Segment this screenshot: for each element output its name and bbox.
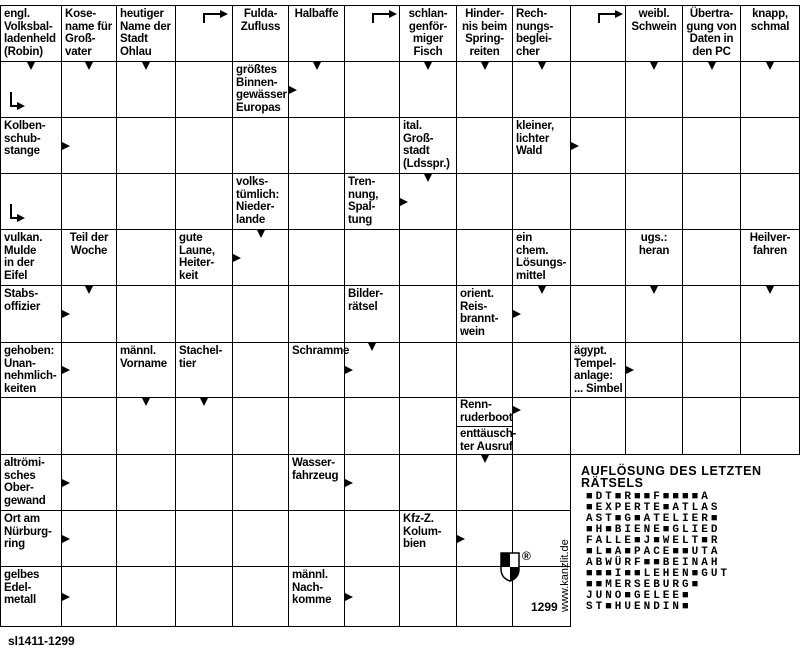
clue-text: Teil der Woche <box>69 232 109 257</box>
arrow-right-icon <box>62 535 70 543</box>
clue-text: Wasser- fahrzeug <box>292 457 339 482</box>
clue-cell <box>683 5 741 62</box>
clue-cell <box>233 5 289 62</box>
clue-text: Hinder- nis beim Spring- reiten <box>461 8 508 58</box>
answer-cell[interactable] <box>117 174 176 230</box>
answer-cell[interactable] <box>400 174 457 230</box>
website-url: www.kanzlit.de <box>559 539 571 612</box>
answer-cell[interactable] <box>233 343 289 398</box>
clue-cell <box>233 174 289 230</box>
answer-cell[interactable] <box>400 567 457 627</box>
solution-row: ■EXPERTE■ATLAS <box>586 502 721 514</box>
clue-cell <box>62 5 117 62</box>
clue-text: volks- tümlich: Nieder- lande <box>236 176 280 226</box>
answer-cell[interactable] <box>289 174 345 230</box>
clue-cell <box>457 286 513 343</box>
arrow-right-icon <box>62 310 70 318</box>
answer-cell[interactable] <box>683 230 741 286</box>
arrow-down-icon <box>538 286 546 294</box>
arrow-right-icon <box>345 366 353 374</box>
answer-cell[interactable] <box>62 455 117 511</box>
answer-cell[interactable] <box>0 398 62 455</box>
clue-text: ugs.: heran <box>638 232 670 257</box>
answer-cell[interactable] <box>457 455 513 511</box>
answer-cell[interactable] <box>513 174 571 230</box>
arrow-down-icon <box>650 62 658 70</box>
answer-cell[interactable] <box>176 62 233 118</box>
registered-mark: ® <box>522 549 531 563</box>
clue-text: Kolben- schub- stange <box>4 120 46 157</box>
clue-cell <box>117 5 176 62</box>
clue-text: gute Laune, Heiter- keit <box>179 232 215 282</box>
solution-row: AST■G■ATELIER■ <box>586 513 721 525</box>
solution-row: ■■■I■■LEHEN■GUT <box>586 568 731 580</box>
clue-cell <box>289 567 345 627</box>
clue-cell <box>117 343 176 398</box>
clue-text: Rech- nungs- beglei- cher <box>516 8 554 58</box>
clue-cell <box>0 118 62 174</box>
answer-cell[interactable] <box>233 230 289 286</box>
arrow-right-icon <box>233 254 241 262</box>
clue-cell <box>741 5 800 62</box>
clue-cell <box>345 174 400 230</box>
arrow-right-icon <box>400 198 408 206</box>
clue-text: Schramme <box>292 345 350 357</box>
answer-cell[interactable] <box>571 286 626 343</box>
answer-cell[interactable] <box>626 343 683 398</box>
arrow-down-icon <box>708 62 716 70</box>
arrow-down-icon <box>766 62 774 70</box>
answer-cell[interactable] <box>626 118 683 174</box>
publisher-logo-icon <box>500 552 520 587</box>
clue-text: orient. Reis- brannt- wein <box>460 288 499 338</box>
arrow-down-icon <box>538 62 546 70</box>
arrow-right-icon <box>345 479 353 487</box>
clue-text: Stabs- offizier <box>4 288 41 313</box>
clue-text: knapp, schmal <box>750 8 790 33</box>
answer-cell[interactable] <box>571 230 626 286</box>
answer-cell[interactable] <box>62 398 117 455</box>
clue-text: größtes Binnen- gewässer Europas <box>236 64 287 114</box>
clue-text: Kose- name für Groß- vater <box>65 8 112 58</box>
answer-cell[interactable] <box>513 62 571 118</box>
answer-cell[interactable] <box>741 398 800 455</box>
clue-cell <box>0 511 62 567</box>
answer-cell[interactable] <box>741 343 800 398</box>
clue-cell <box>0 455 62 511</box>
arrow-down-icon <box>85 62 93 70</box>
arrow-down-icon <box>766 286 774 294</box>
answer-cell[interactable] <box>176 567 233 627</box>
answer-cell[interactable] <box>117 118 176 174</box>
clue-cell <box>571 5 626 62</box>
clue-cell <box>626 230 683 286</box>
answer-cell[interactable] <box>117 511 176 567</box>
answer-cell[interactable] <box>233 286 289 343</box>
answer-cell[interactable] <box>400 455 457 511</box>
clue-text: ägypt. Tempel- anlage: ... Simbel <box>574 345 623 395</box>
clue-text: Heilver- fahren <box>749 232 791 257</box>
clue-cell <box>571 343 626 398</box>
answer-cell[interactable] <box>233 118 289 174</box>
solution-panel <box>571 459 800 627</box>
clue-cell <box>400 5 457 62</box>
answer-cell[interactable] <box>457 62 513 118</box>
answer-cell[interactable] <box>62 174 117 230</box>
answer-cell[interactable] <box>400 398 457 455</box>
answer-cell[interactable] <box>176 455 233 511</box>
clue-cell <box>400 118 457 174</box>
clue-text: Stachel- tier <box>179 345 223 370</box>
clue-cell <box>0 5 62 62</box>
clue-cell <box>0 230 62 286</box>
answer-cell[interactable] <box>62 118 117 174</box>
clue-text: vulkan. Mulde in der Eifel <box>4 232 43 282</box>
arrow-right-icon <box>513 406 521 414</box>
clue-cell <box>513 118 571 174</box>
clue-cell <box>626 5 683 62</box>
answer-cell[interactable] <box>513 455 571 511</box>
clue-text: Übertra- gung von Daten in den PC <box>686 8 737 58</box>
arrow-right-icon <box>571 142 579 150</box>
clue-cell <box>513 230 571 286</box>
answer-cell[interactable] <box>289 286 345 343</box>
answer-cell[interactable] <box>571 398 626 455</box>
answer-cell[interactable] <box>400 230 457 286</box>
arrow-down-icon <box>257 230 265 238</box>
clue-text: ein chem. Lösungs- mittel <box>516 232 567 282</box>
clue-text: kleiner, lichter Wald <box>516 120 555 157</box>
clue-text: weibl. Schwein <box>631 8 677 33</box>
arrow-right-icon <box>457 535 465 543</box>
arrow-right-icon <box>62 366 70 374</box>
arrow-right-icon <box>62 593 70 601</box>
clue-text: Fulda- Zufluss <box>240 8 281 33</box>
solution-row: ABWÜRF■■BEINAH <box>586 557 721 569</box>
arrow-right-icon <box>289 86 297 94</box>
issue-number: 1299 <box>531 600 558 614</box>
answer-cell[interactable] <box>683 286 741 343</box>
answer-cell[interactable] <box>62 62 117 118</box>
answer-cell[interactable] <box>117 230 176 286</box>
solution-row: ■L■A■PACE■■UTA <box>586 546 721 558</box>
arrow-down-icon <box>424 62 432 70</box>
answer-cell[interactable] <box>513 286 571 343</box>
answer-cell[interactable] <box>345 230 400 286</box>
clue-cell <box>176 5 233 62</box>
answer-cell[interactable] <box>683 398 741 455</box>
answer-cell[interactable] <box>513 398 571 455</box>
answer-cell[interactable] <box>0 62 62 118</box>
answer-cell[interactable] <box>571 174 626 230</box>
answer-cell[interactable] <box>289 511 345 567</box>
answer-cell[interactable] <box>571 118 626 174</box>
arrow-down-icon <box>142 62 150 70</box>
answer-cell[interactable] <box>741 118 800 174</box>
answer-cell[interactable] <box>741 174 800 230</box>
clue-cell <box>400 511 457 567</box>
clue-text-secondary: enttäusch- ter Ausruf <box>460 428 517 453</box>
answer-cell[interactable] <box>683 62 741 118</box>
answer-cell[interactable] <box>233 567 289 627</box>
answer-cell[interactable] <box>345 118 400 174</box>
answer-cell[interactable] <box>62 343 117 398</box>
answer-cell[interactable] <box>457 230 513 286</box>
clue-cell <box>741 230 800 286</box>
answer-cell[interactable] <box>400 286 457 343</box>
answer-cell[interactable] <box>62 511 117 567</box>
solution-row: ST■HUENDIN■ <box>586 601 692 613</box>
clue-text: Bilder- rätsel <box>348 288 384 313</box>
solution-row: ■H■BIENE■GLIED <box>586 524 721 536</box>
solution-row: ■■MERSEBURG■ <box>586 579 702 591</box>
answer-cell[interactable] <box>233 398 289 455</box>
answer-cell[interactable] <box>289 230 345 286</box>
answer-cell[interactable] <box>289 62 345 118</box>
clue-text: männl. Nach- komme <box>292 569 332 606</box>
clue-text: Ort am Nürburg- ring <box>4 513 52 550</box>
answer-cell[interactable] <box>626 286 683 343</box>
clue-text: gelbes Edel- metall <box>4 569 40 606</box>
arrow-right-icon <box>345 593 353 601</box>
answer-cell[interactable] <box>457 343 513 398</box>
clue-text: schlan- genför- miger Fisch <box>408 8 448 58</box>
clue-cell <box>176 230 233 286</box>
answer-cell[interactable] <box>345 511 400 567</box>
arrow-right-icon <box>62 142 70 150</box>
clue-cell <box>0 343 62 398</box>
clue-cell <box>62 230 117 286</box>
clue-cell <box>289 455 345 511</box>
answer-cell[interactable] <box>457 118 513 174</box>
clue-cell <box>176 343 233 398</box>
clue-text: Kfz-Z. Kolum- bien <box>403 513 442 550</box>
solution-title: AUFLÖSUNG DES LETZTEN RÄTSELS <box>581 464 762 490</box>
answer-cell[interactable] <box>117 567 176 627</box>
solution-row: ■DT■R■■F■■■■A <box>586 491 711 503</box>
answer-cell[interactable] <box>626 398 683 455</box>
answer-cell[interactable] <box>626 62 683 118</box>
answer-cell[interactable] <box>289 398 345 455</box>
answer-cell[interactable] <box>176 118 233 174</box>
answer-cell[interactable] <box>117 398 176 455</box>
answer-cell[interactable] <box>345 343 400 398</box>
answer-cell[interactable] <box>400 62 457 118</box>
answer-cell[interactable] <box>513 343 571 398</box>
arrow-down-icon <box>368 343 376 351</box>
solution-row: FALLE■J■WELT■R <box>586 535 721 547</box>
answer-cell[interactable] <box>176 511 233 567</box>
arrow-right-icon <box>62 479 70 487</box>
answer-cell[interactable] <box>233 511 289 567</box>
clue-cell <box>345 5 400 62</box>
answer-cell[interactable] <box>0 174 62 230</box>
answer-cell[interactable] <box>400 343 457 398</box>
answer-cell[interactable] <box>741 286 800 343</box>
clue-text: Renn- ruderboot <box>460 399 513 424</box>
clue-cell <box>289 5 345 62</box>
footer-code: sl1411-1299 <box>8 634 75 648</box>
answer-cell[interactable] <box>176 398 233 455</box>
clue-cell <box>457 398 517 455</box>
answer-cell[interactable] <box>683 118 741 174</box>
clue-text: Tren- nung, Spal- tung <box>348 176 379 226</box>
arrow-down-icon <box>481 455 489 463</box>
answer-cell[interactable] <box>117 286 176 343</box>
answer-cell[interactable] <box>117 455 176 511</box>
arrow-down-icon <box>650 286 658 294</box>
answer-cell[interactable] <box>289 118 345 174</box>
answer-cell[interactable] <box>626 174 683 230</box>
clue-text: Halbaffe <box>294 8 339 20</box>
clue-cell <box>457 5 513 62</box>
solution-row: JUNO■GELEE■ <box>586 590 692 602</box>
arrow-right-icon <box>513 310 521 318</box>
clue-cell <box>0 567 62 627</box>
answer-cell[interactable] <box>117 62 176 118</box>
answer-cell[interactable] <box>176 174 233 230</box>
answer-cell[interactable] <box>345 567 400 627</box>
answer-cell[interactable] <box>345 455 400 511</box>
answer-cell[interactable] <box>345 62 400 118</box>
answer-cell[interactable] <box>233 455 289 511</box>
clue-text: heutiger Name der Stadt Ohlau <box>120 8 171 58</box>
clue-cell <box>345 286 400 343</box>
answer-cell[interactable] <box>683 343 741 398</box>
answer-cell[interactable] <box>176 286 233 343</box>
arrow-down-icon <box>200 398 208 406</box>
arrow-down-icon <box>142 398 150 406</box>
answer-cell[interactable] <box>62 286 117 343</box>
clue-text: männl. Vorname <box>120 345 167 370</box>
clue-text: gehoben: Unan- nehmlich- keiten <box>4 345 57 395</box>
clue-cell <box>0 286 62 343</box>
arrow-down-icon <box>85 286 93 294</box>
clue-cell <box>289 343 350 398</box>
arrow-down-icon <box>27 62 35 70</box>
clue-cell <box>233 62 289 118</box>
arrow-right-icon <box>626 366 634 374</box>
clue-text: engl. Volksbal- ladenheld (Robin) <box>4 8 56 58</box>
answer-cell[interactable] <box>457 174 513 230</box>
answer-cell[interactable] <box>62 567 117 627</box>
clue-text: ital. Groß- stadt (Ldsspr.) <box>403 120 450 170</box>
clue-text: altrömi- sches Ober- gewand <box>4 457 46 507</box>
clue-cell <box>513 5 571 62</box>
answer-cell[interactable] <box>683 174 741 230</box>
arrow-down-icon <box>313 62 321 70</box>
answer-cell[interactable] <box>345 398 400 455</box>
answer-cell[interactable] <box>571 62 626 118</box>
answer-cell[interactable] <box>741 62 800 118</box>
arrow-down-icon <box>481 62 489 70</box>
arrow-down-icon <box>424 174 432 182</box>
